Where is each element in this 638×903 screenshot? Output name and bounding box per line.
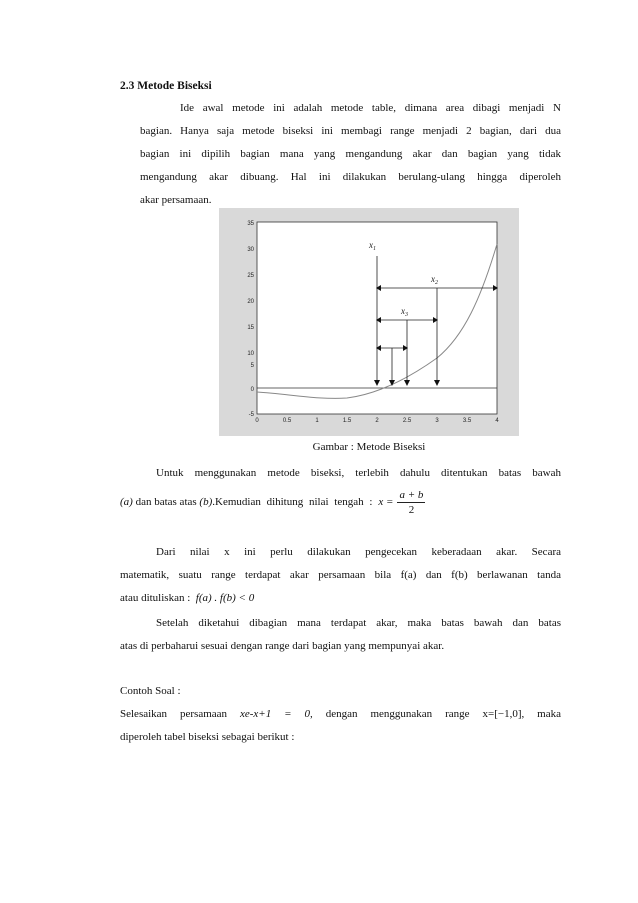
x-tick-label: 4 (495, 418, 499, 424)
x1-label: $x_1$ (369, 240, 376, 252)
var-b: (b) (199, 496, 213, 508)
x-tick-label: 1 (315, 418, 319, 424)
paragraph-batas (120, 462, 561, 485)
x-tick-label: 2 (375, 418, 379, 424)
formula-lhs: x = (378, 496, 394, 508)
x-tick-label: 3 (435, 418, 439, 424)
example-title: Contoh Soal : (120, 685, 181, 697)
y-tick-label: 25 (247, 273, 254, 279)
x3-label: $x_3$ (401, 306, 408, 318)
intro-line: bagian ini dipilih bagian mana yang mengandung akar dan bagian yang tidak (140, 148, 561, 160)
text-line: atas di perbaharui sesuai dengan range dari bagian yang mempunyai akar. (120, 640, 445, 652)
text-segment: Selesaikan persamaan (120, 708, 228, 720)
x-tick-label: 0.5 (282, 418, 292, 424)
condition-expr: f(a) . f(b) < 0 (195, 592, 255, 604)
text-segment: dengan menggunakan range x=[−1,0], maka (325, 708, 562, 720)
paragraph-pengecekan (120, 541, 561, 610)
x-tick-label: 0 (255, 418, 259, 424)
y-tick-label: 15 (247, 325, 254, 331)
text-segment: .Kemudian dihitung nilai tengah : (212, 496, 373, 508)
bisection-plot (219, 208, 519, 436)
text-line: matematik, suatu range terdapat akar persamaan bila f(a) dan f(b) berlawanan tanda (120, 569, 561, 581)
fraction-numerator: a + b (399, 488, 424, 501)
text-segment: atau dituliskan : (120, 592, 191, 604)
intro-paragraph (140, 97, 561, 212)
x-tick-label: 2.5 (402, 418, 412, 424)
y-tick-label: 0 (250, 387, 254, 393)
y-tick-label: 5 (250, 363, 254, 369)
y-tick-label: 10 (247, 351, 254, 357)
y-tick-label: -5 (248, 412, 254, 418)
paragraph-perbaharui (120, 612, 561, 658)
text-line (120, 703, 561, 726)
x2-label: $x_2$ (431, 274, 438, 286)
text-line: Untuk menggunakan metode biseksi, terlebih dahulu ditentukan batas bawah (156, 467, 561, 479)
y-tick-label: 20 (247, 299, 254, 305)
section-heading: 2.3 Metode Biseksi (120, 80, 212, 92)
text-line: Dari nilai x ini perlu dilakukan pengecekan keberadaan akar. Secara (156, 546, 561, 558)
equation: xe-x+1 = 0, (239, 708, 313, 720)
example-section (120, 680, 561, 749)
intro-line: akar persamaan. (140, 194, 212, 206)
y-tick-label: 35 (247, 221, 254, 227)
text-line: Setelah diketahui dibagian mana terdapat akar, maka batas bawah dan batas (156, 617, 561, 629)
var-a: (a) (120, 496, 133, 508)
intro-line: Ide awal metode ini adalah metode table, dimana area dibagi menjadi N (180, 102, 561, 114)
figure-caption: Gambar : Metode Biseksi (312, 441, 426, 453)
y-tick-label: 30 (247, 247, 254, 253)
text-line: diperoleh tabel biseksi sebagai berikut : (120, 731, 295, 743)
formula-line (120, 484, 561, 520)
x-tick-label: 1.5 (342, 418, 352, 424)
fraction (397, 488, 425, 517)
x-tick-label: 3.5 (462, 418, 472, 424)
text-segment: dan batas atas (132, 496, 200, 508)
text-line (120, 587, 561, 610)
intro-line: bagian. Hanya saja metode biseksi ini membagi range menjadi 2 bagian, dari dua (140, 125, 561, 137)
fraction-denominator: 2 (408, 503, 415, 516)
intro-line: mengandung akar dibuang. Hal ini dilakukan berulang-ulang hingga diperoleh (140, 171, 561, 183)
bisection-figure (219, 208, 519, 436)
